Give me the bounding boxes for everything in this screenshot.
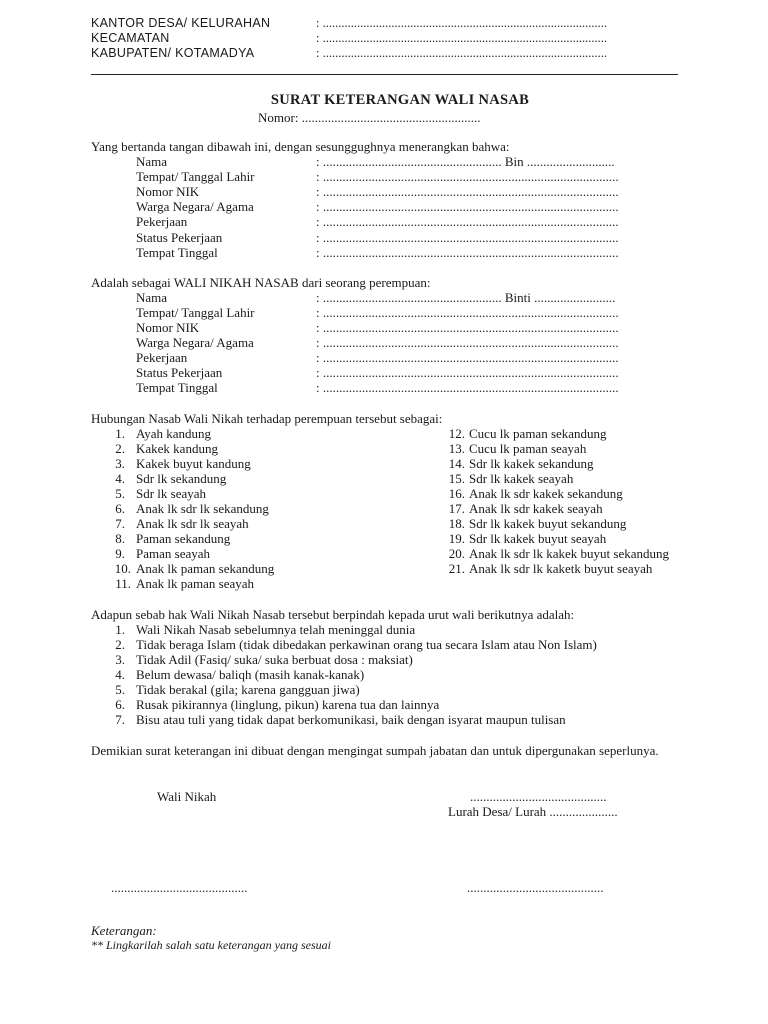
wali-field-value[interactable]: : ........................................................................................... xyxy=(316,230,619,245)
list-item[interactable]: Tidak Adil (Fasiq/ suka/ suka berbuat dosa : maksiat) xyxy=(136,652,413,667)
list-number: 7. xyxy=(115,516,125,531)
list-number: 8. xyxy=(115,531,125,546)
list-number: 1. xyxy=(115,622,125,637)
lurah-label[interactable]: Lurah Desa/ Lurah ..................... xyxy=(448,804,618,819)
list-number: 6. xyxy=(115,697,125,712)
woman-field-label: Nama xyxy=(136,290,168,305)
list-item[interactable]: Sdr lk kakek buyut seayah xyxy=(469,531,607,546)
list-number: 2. xyxy=(115,637,125,652)
keterangan-note: ** Lingkarilah salah satu keterangan yang sesuai xyxy=(91,938,331,952)
list-number: 15. xyxy=(448,471,465,486)
header-divider xyxy=(91,74,678,75)
wali-signature-line[interactable]: .......................................... xyxy=(111,880,248,895)
wali-field-value[interactable]: : ........................................................................................... xyxy=(316,214,619,229)
list-number: 10. xyxy=(114,561,131,576)
woman-field-value[interactable]: : ........................................................................................... xyxy=(316,335,619,350)
list-item[interactable]: Sdr lk kakek seayah xyxy=(469,471,574,486)
list-number: 20. xyxy=(448,546,465,561)
list-item[interactable]: Anak lk sdr lk seayah xyxy=(136,516,249,531)
list-item[interactable]: Tidak berakal (gila; karena gangguan jiwa) xyxy=(136,682,360,697)
list-item[interactable]: Bisu atau tuli yang tidak dapat berkomunikasi, baik dengan isyarat maupun tulisan xyxy=(136,712,566,727)
list-number: 17. xyxy=(448,501,465,516)
list-number: 13. xyxy=(448,441,465,456)
wali-field-value[interactable]: : ....................................................... Bin ........................... xyxy=(316,154,615,169)
header-label-kecamatan: KECAMATAN xyxy=(91,31,170,45)
woman-field-value[interactable]: : ........................................................................................... xyxy=(316,320,619,335)
wali-field-value[interactable]: : ........................................................................................... xyxy=(316,199,619,214)
hubungan-intro: Hubungan Nasab Wali Nikah terhadap perempuan tersebut sebagai: xyxy=(91,411,443,426)
list-number: 21. xyxy=(448,561,465,576)
list-number: 7. xyxy=(115,712,125,727)
keterangan-title: Keterangan: xyxy=(91,923,157,938)
list-number: 16. xyxy=(448,486,465,501)
wali-field-value[interactable]: : ........................................................................................... xyxy=(316,169,619,184)
lurah-place-date-field[interactable]: .......................................... xyxy=(470,789,607,804)
list-number: 2. xyxy=(115,441,125,456)
woman-field-value[interactable]: : ........................................................................................... xyxy=(316,350,619,365)
wali-intro: Yang bertanda tangan dibawah ini, dengan sesunggughnya menerangkan bahwa: xyxy=(91,139,510,154)
woman-field-label: Tempat Tinggal xyxy=(136,380,218,395)
list-item[interactable]: Tidak beraga Islam (tidak dibedakan perkawinan orang tua secara Islam atau Non Islam) xyxy=(136,637,597,652)
list-item[interactable]: Sdr lk seayah xyxy=(136,486,207,501)
list-item[interactable]: Ayah kandung xyxy=(136,426,211,441)
header-value-kecamatan[interactable]: : ........................................................................................... xyxy=(316,31,607,45)
header-label-kantor-desa: KANTOR DESA/ KELURAHAN xyxy=(91,16,271,30)
list-item[interactable]: Sdr lk kakek buyut sekandung xyxy=(469,516,627,531)
list-item[interactable]: Anak lk sdr kakek sekandung xyxy=(469,486,623,501)
list-item[interactable]: Rusak pikirannya (linglung, pikun) karena tua dan lainnya xyxy=(136,697,440,712)
wali-field-label: Nomor NIK xyxy=(136,184,200,199)
wali-field-value[interactable]: : ........................................................................................... xyxy=(316,184,619,199)
list-item[interactable]: Anak lk sdr lk kakek buyut sekandung xyxy=(469,546,670,561)
sebab-intro: Adapun sebab hak Wali Nikah Nasab tersebut berpindah kepada urut wali berikutnya adalah: xyxy=(91,607,575,622)
list-number: 12. xyxy=(448,426,465,441)
list-number: 4. xyxy=(115,667,125,682)
document-number[interactable]: Nomor: ....................................................... xyxy=(258,110,481,125)
list-item[interactable]: Sdr lk sekandung xyxy=(136,471,227,486)
list-item[interactable]: Anak lk sdr lk sekandung xyxy=(136,501,269,516)
list-number: 5. xyxy=(115,682,125,697)
list-number: 3. xyxy=(115,652,125,667)
list-number: 1. xyxy=(115,426,125,441)
list-number: 11. xyxy=(115,576,131,591)
list-item[interactable]: Wali Nikah Nasab sebelumnya telah meninggal dunia xyxy=(136,622,416,637)
woman-intro: Adalah sebagai WALI NIKAH NASAB dari seorang perempuan: xyxy=(91,275,431,290)
list-item[interactable]: Anak lk sdr kakek seayah xyxy=(469,501,603,516)
woman-field-label: Pekerjaan xyxy=(136,350,188,365)
closing-paragraph: Demikian surat keterangan ini dibuat dengan mengingat sumpah jabatan dan untuk dipergunakan seperlunya. xyxy=(91,743,659,758)
wali-field-value[interactable]: : ........................................................................................... xyxy=(316,245,619,260)
lurah-signature-line[interactable]: .......................................... xyxy=(467,880,604,895)
woman-field-label: Nomor NIK xyxy=(136,320,200,335)
list-number: 4. xyxy=(115,471,125,486)
woman-field-value[interactable]: : ........................................................................................... xyxy=(316,380,619,395)
list-item[interactable]: Kakek kandung xyxy=(136,441,218,456)
header-label-kabupaten: KABUPATEN/ KOTAMADYA xyxy=(91,46,255,60)
woman-field-label: Status Pekerjaan xyxy=(136,365,223,380)
list-item[interactable]: Anak lk paman seayah xyxy=(136,576,255,591)
list-item[interactable]: Sdr lk kakek sekandung xyxy=(469,456,594,471)
document-title: SURAT KETERANGAN WALI NASAB xyxy=(270,92,530,108)
list-item[interactable]: Anak lk paman sekandung xyxy=(136,561,275,576)
list-number: 14. xyxy=(448,456,465,471)
list-number: 6. xyxy=(115,501,125,516)
list-item[interactable]: Belum dewasa/ baliqh (masih kanak-kanak) xyxy=(136,667,365,682)
woman-field-value[interactable]: : ....................................................... Binti ......................... xyxy=(316,290,616,305)
header-value-kantor-desa[interactable]: : ........................................................................................... xyxy=(316,16,607,30)
wali-field-label: Tempat Tinggal xyxy=(136,245,218,260)
wali-field-label: Nama xyxy=(136,154,168,169)
wali-field-label: Warga Negara/ Agama xyxy=(136,199,254,214)
list-item[interactable]: Paman sekandung xyxy=(136,531,231,546)
list-item[interactable]: Cucu lk paman seayah xyxy=(469,441,587,456)
list-item[interactable]: Cucu lk paman sekandung xyxy=(469,426,607,441)
wali-nikah-label: Wali Nikah xyxy=(157,789,217,804)
wali-field-label: Pekerjaan xyxy=(136,214,188,229)
header-value-kabupaten[interactable]: : ........................................................................................... xyxy=(316,46,607,60)
wali-field-label: Tempat/ Tanggal Lahir xyxy=(136,169,255,184)
list-item[interactable]: Kakek buyut kandung xyxy=(136,456,251,471)
wali-field-label: Status Pekerjaan xyxy=(136,230,223,245)
list-item[interactable]: Anak lk sdr lk kaketk buyut seayah xyxy=(469,561,653,576)
woman-field-label: Tempat/ Tanggal Lahir xyxy=(136,305,255,320)
list-number: 9. xyxy=(115,546,125,561)
woman-field-value[interactable]: : ........................................................................................... xyxy=(316,305,619,320)
list-number: 19. xyxy=(448,531,465,546)
list-number: 5. xyxy=(115,486,125,501)
list-number: 18. xyxy=(448,516,465,531)
list-item[interactable]: Paman seayah xyxy=(136,546,211,561)
list-number: 3. xyxy=(115,456,125,471)
woman-field-label: Warga Negara/ Agama xyxy=(136,335,254,350)
woman-field-value[interactable]: : ........................................................................................... xyxy=(316,365,619,380)
